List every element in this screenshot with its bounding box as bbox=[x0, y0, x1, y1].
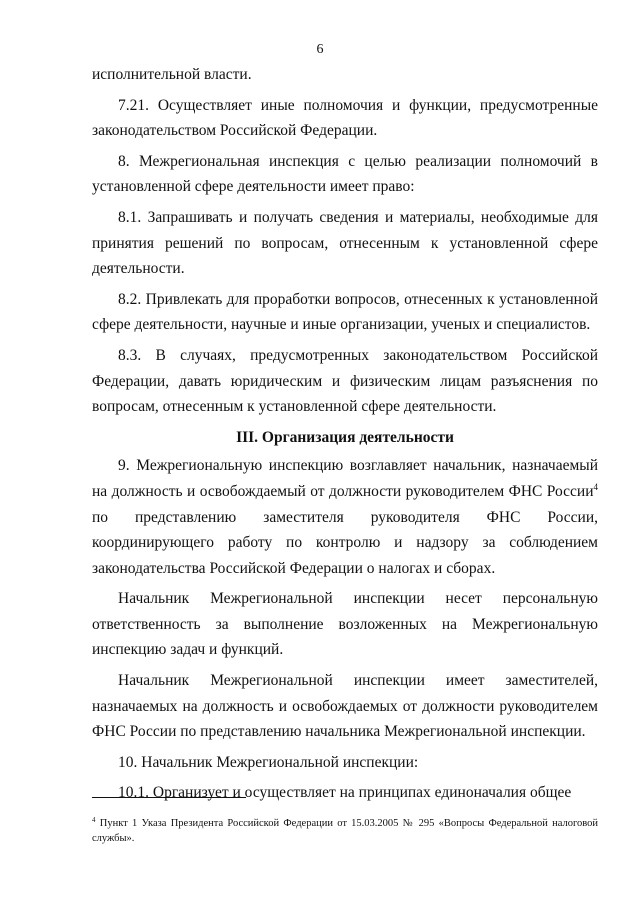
paragraph-9 bbox=[92, 453, 598, 581]
paragraph-7-21: 7.21. Осуществляет иные полномочия и функции, предусмотренные законодательством Российской Федерации. bbox=[92, 96, 598, 140]
paragraph-10: 10. Начальник Межрегиональной инспекции: bbox=[118, 753, 419, 771]
footnote-divider bbox=[92, 797, 246, 798]
body-text bbox=[92, 62, 598, 811]
paragraph-9-text-start: 9. Межрегиональную инспекцию возглавляет начальник, назначаемый на должность и освобождаемый от должности руководителем ФНС России bbox=[92, 457, 598, 500]
footnote-text: Пункт 1 Указа Президента Российской Федерации от 15.03.2005 № 295 «Вопросы Федеральной налоговой службы». bbox=[92, 818, 598, 844]
footnote-number: 4 bbox=[92, 816, 96, 824]
page-number: 6 bbox=[316, 42, 324, 57]
paragraph-8-3: 8.3. В случаях, предусмотренных законодательством Российской Федерации, давать юридическим и физическим лицам разъяснения по вопросам, отнесенным к установленной сфере деятельности. bbox=[92, 346, 598, 416]
paragraph-10-1: 10.1. Организует и осуществляет на принципах единоначалия общее bbox=[118, 784, 572, 802]
paragraph-8: 8. Межрегиональная инспекция с целью реализации полномочий в установленной сфере деятельности имеет право: bbox=[92, 152, 598, 196]
paragraph-responsibility: Начальник Межрегиональной инспекции несет персональную ответственность за выполнение возложенных на Межрегиональную инспекцию задач и функций. bbox=[92, 590, 598, 659]
paragraph-8-1: 8.1. Запрашивать и получать сведения и материалы, необходимые для принятия решений по вопросам, отнесенным к установленной сфере деятельности. bbox=[92, 208, 598, 278]
paragraph-9-text-end: по представлению заместителя руководителя ФНС России, координирующего работу по контролю и надзору за соблюдением законодательства Российской Федерации о налогах и сборах. bbox=[92, 508, 598, 577]
section-heading: III. Организация деятельности bbox=[236, 428, 454, 446]
paragraph-8-2: 8.2. Привлекать для проработки вопросов, отнесенных к установленной сфере деятельности, научные и иные организации, ученых и специалистов. bbox=[92, 290, 598, 334]
paragraph-deputies: Начальник Межрегиональной инспекции имеет заместителей, назначаемых на должность и освобождаемых от должности руководителем ФНС России по представлению начальника Межрегиональной инспекции. bbox=[92, 672, 598, 741]
footnote-ref: 4 bbox=[593, 481, 598, 492]
paragraph-continuation: исполнительной власти. bbox=[92, 66, 252, 83]
footnote bbox=[92, 816, 598, 846]
